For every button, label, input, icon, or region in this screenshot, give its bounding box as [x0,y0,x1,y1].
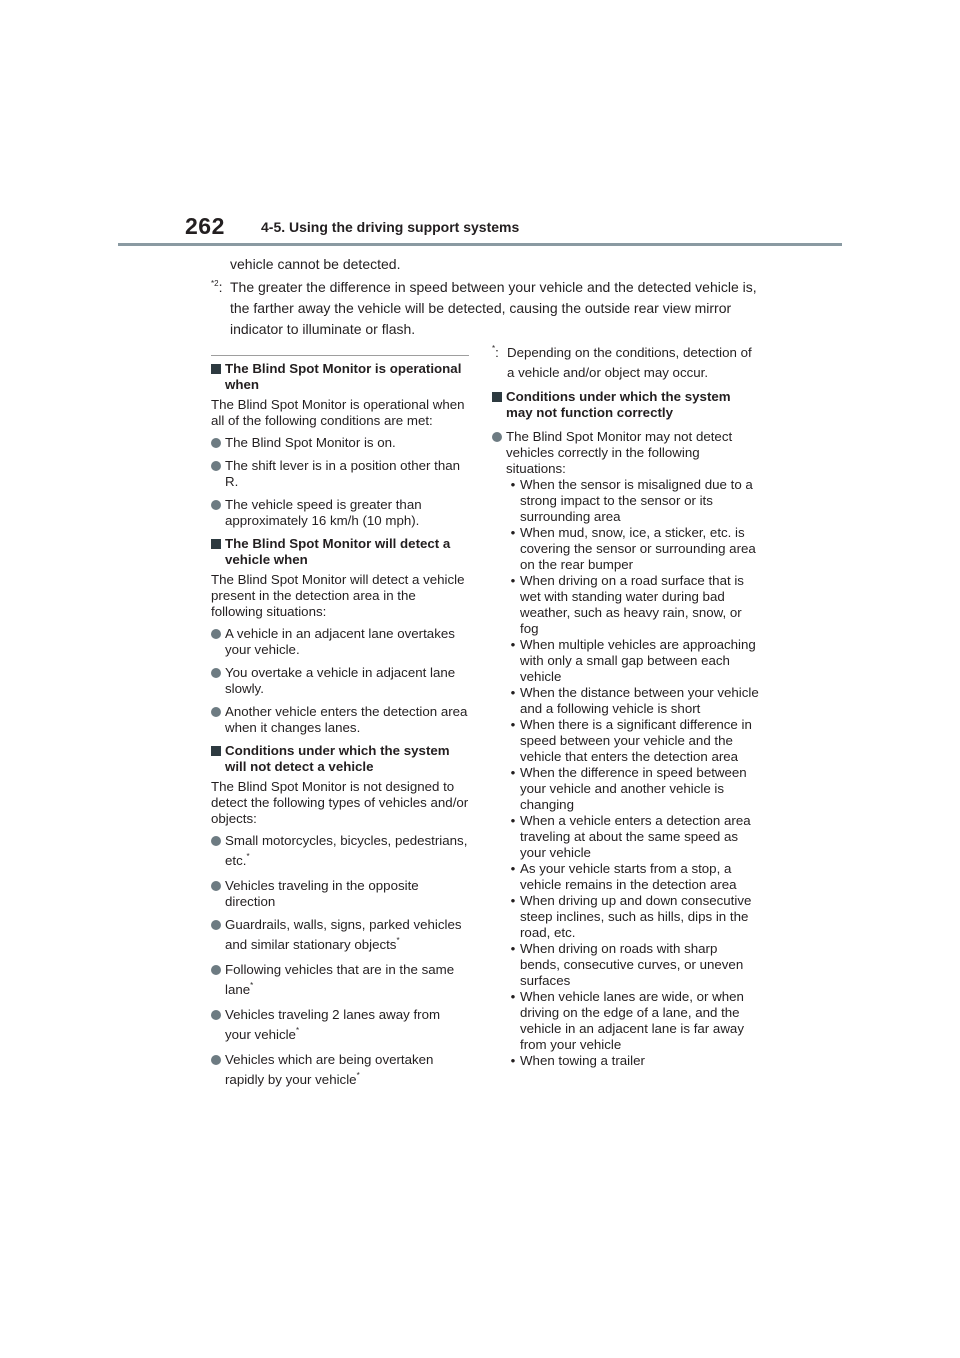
list-item: The Blind Spot Monitor is on. [211,435,469,451]
sub-item: • When mud, snow, ice, a sticker, etc. is covering the sensor or surrounding area on the rear bumper [510,525,756,572]
sub-item: • When there is a significant difference in speed between your vehicle and the vehicle that enters the detection area [510,717,752,764]
header-rule [118,243,842,246]
list-item: Guardrails, walls, signs, parked vehicles and similar stationary objects* [211,917,469,955]
footnote-2-mark: $^{*2}$: [211,279,223,295]
sub-item: • When the difference in speed between your vehicle and another vehicle is changing [510,765,747,812]
list-item: A vehicle in an adjacent lane overtakes your vehicle. [211,626,469,658]
bullet-dot-icon [492,432,502,442]
heading-square-icon [211,746,221,756]
sub-item: • When multiple vehicles are approaching with only a small gap between each vehicle [510,637,756,684]
bullet-dot-icon [211,881,221,891]
heading-may-not-function: Conditions under which the system may not function correctly [492,389,760,421]
list-item: Following vehicles that are in the same lane* [211,962,469,1000]
bullet-dot-icon [211,707,221,717]
sub-item: • When a vehicle enters a detection area traveling at about the same speed as your vehicle [510,813,751,860]
left-column [211,355,469,1097]
paragraph-will-not-detect: The Blind Spot Monitor is not designed to detect the following types of vehicles and/or objects: [211,779,469,826]
list-item: The Blind Spot Monitor may not detect vehicles correctly in the following situations: • When the sensor is misaligned due to a strong impact to the sensor or its surrounding area • When mud, snow, ice, a sticker, etc. is covering the sensor or surrounding area on the rear bumper • When driving on a road surface that is wet with standing water during bad weather, such as heavy rain, snow, or fog • When multiple vehicles are approaching with only a small gap between each vehicle • When the distance between your vehicle and a following vehicle is short • When there is a significant difference in speed between your vehicle and the vehicle that enters the detection area • When the difference in speed between your vehicle and another vehicle is changing • When a vehicle enters a detection area traveling at about the same speed as your vehicle • As your vehicle starts from a stop, a vehicle remains in the detection area • When driving up and down consecutive steep inclines, such as hills, dips in the road, etc. • When driving on roads with sharp bends, consecutive curves, or uneven surfaces • When vehicle lanes are wide, or when driving on the edge of a lane, and the vehicle in an adjacent lane is far away from your vehicle • When towing a trailer [492,429,760,1069]
bullet-dot-icon [211,1010,221,1020]
footnote-2 [211,277,771,340]
bullet-dot-icon [211,438,221,448]
bullet-dot-icon [211,629,221,639]
bullet-dot-icon [211,500,221,510]
footnote-ref: * [246,852,250,861]
list-item: Vehicles traveling in the opposite direction [211,878,469,910]
bullet-dot-icon [211,920,221,930]
intro-block [211,254,771,340]
footnote-ref: * [250,981,254,990]
footnote-star [492,343,760,383]
heading-will-detect: The Blind Spot Monitor will detect a vehicle when [211,536,469,568]
section-title: 4-5. Using the driving support systems [261,219,520,235]
list-item: Vehicles traveling 2 lanes away from your vehicle* [211,1007,469,1045]
list-item: You overtake a vehicle in adjacent lane slowly. [211,665,469,697]
sub-item: • As your vehicle starts from a stop, a vehicle remains in the detection area [510,861,737,892]
heading-square-icon [492,392,502,402]
bullet-dot-icon [211,461,221,471]
bullet-dot-icon [211,1055,221,1065]
list-item: Small motorcycles, bicycles, pedestrians, etc.* [211,833,469,871]
heading-will-not-detect: Conditions under which the system will not detect a vehicle [211,743,469,775]
sub-item: • When towing a trailer [510,1053,645,1068]
sub-item: • When driving on a road surface that is wet with standing water during bad weather, such as heavy rain, snow, or fog [510,573,744,636]
footnote-star-text: Depending on the conditions, detection of a vehicle and/or object may occur. [507,345,752,380]
sub-item: • When the sensor is misaligned due to a strong impact to the sensor or its surrounding area [510,477,753,524]
bullet-dot-icon [211,836,221,846]
paragraph-operational: The Blind Spot Monitor is operational when all of the following conditions are met: [211,397,465,428]
list-item: The shift lever is in a position other than R. [211,458,469,490]
footnote-2-text: The greater the difference in speed between your vehicle and the detected vehicle is, the farther away the vehicle will be detected, causing the outside rear view mirror indicator to illuminate or flash. [230,279,757,337]
paragraph-will-detect: The Blind Spot Monitor will detect a vehicle present in the detection area in the following situations: [211,572,465,619]
sub-item: • When driving up and down consecutive steep inclines, such as hills, dips in the road, etc. [510,893,752,940]
right-column [492,343,760,1069]
list-item: Vehicles which are being overtaken rapidly by your vehicle* [211,1052,469,1090]
footnote-ref: * [295,1026,300,1035]
bullet-dot-icon [211,668,221,678]
heading-square-icon [211,539,221,549]
sub-item: • When vehicle lanes are wide, or when driving on the edge of a lane, and the vehicle in an adjacent lane is far away from your vehicle [510,989,744,1052]
intro-continuation: vehicle cannot be detected. [230,256,401,272]
bullet-dot-icon [211,965,221,975]
sub-item: • When the distance between your vehicle and a following vehicle is short [510,685,759,716]
page-number: 262 [185,213,225,239]
list-item: Another vehicle enters the detection area when it changes lanes. [211,704,469,736]
heading-square-icon [211,364,221,374]
heading-operational: The Blind Spot Monitor is operational when [211,361,469,393]
footnote-star-mark: *: [492,344,499,360]
footnote-ref: * [356,1071,360,1080]
list-item: The vehicle speed is greater than approximately 16 km/h (10 mph). [211,497,469,529]
sub-item: • When driving on roads with sharp bends, consecutive curves, or uneven surfaces [510,941,744,988]
footnote-ref: * [396,936,400,945]
